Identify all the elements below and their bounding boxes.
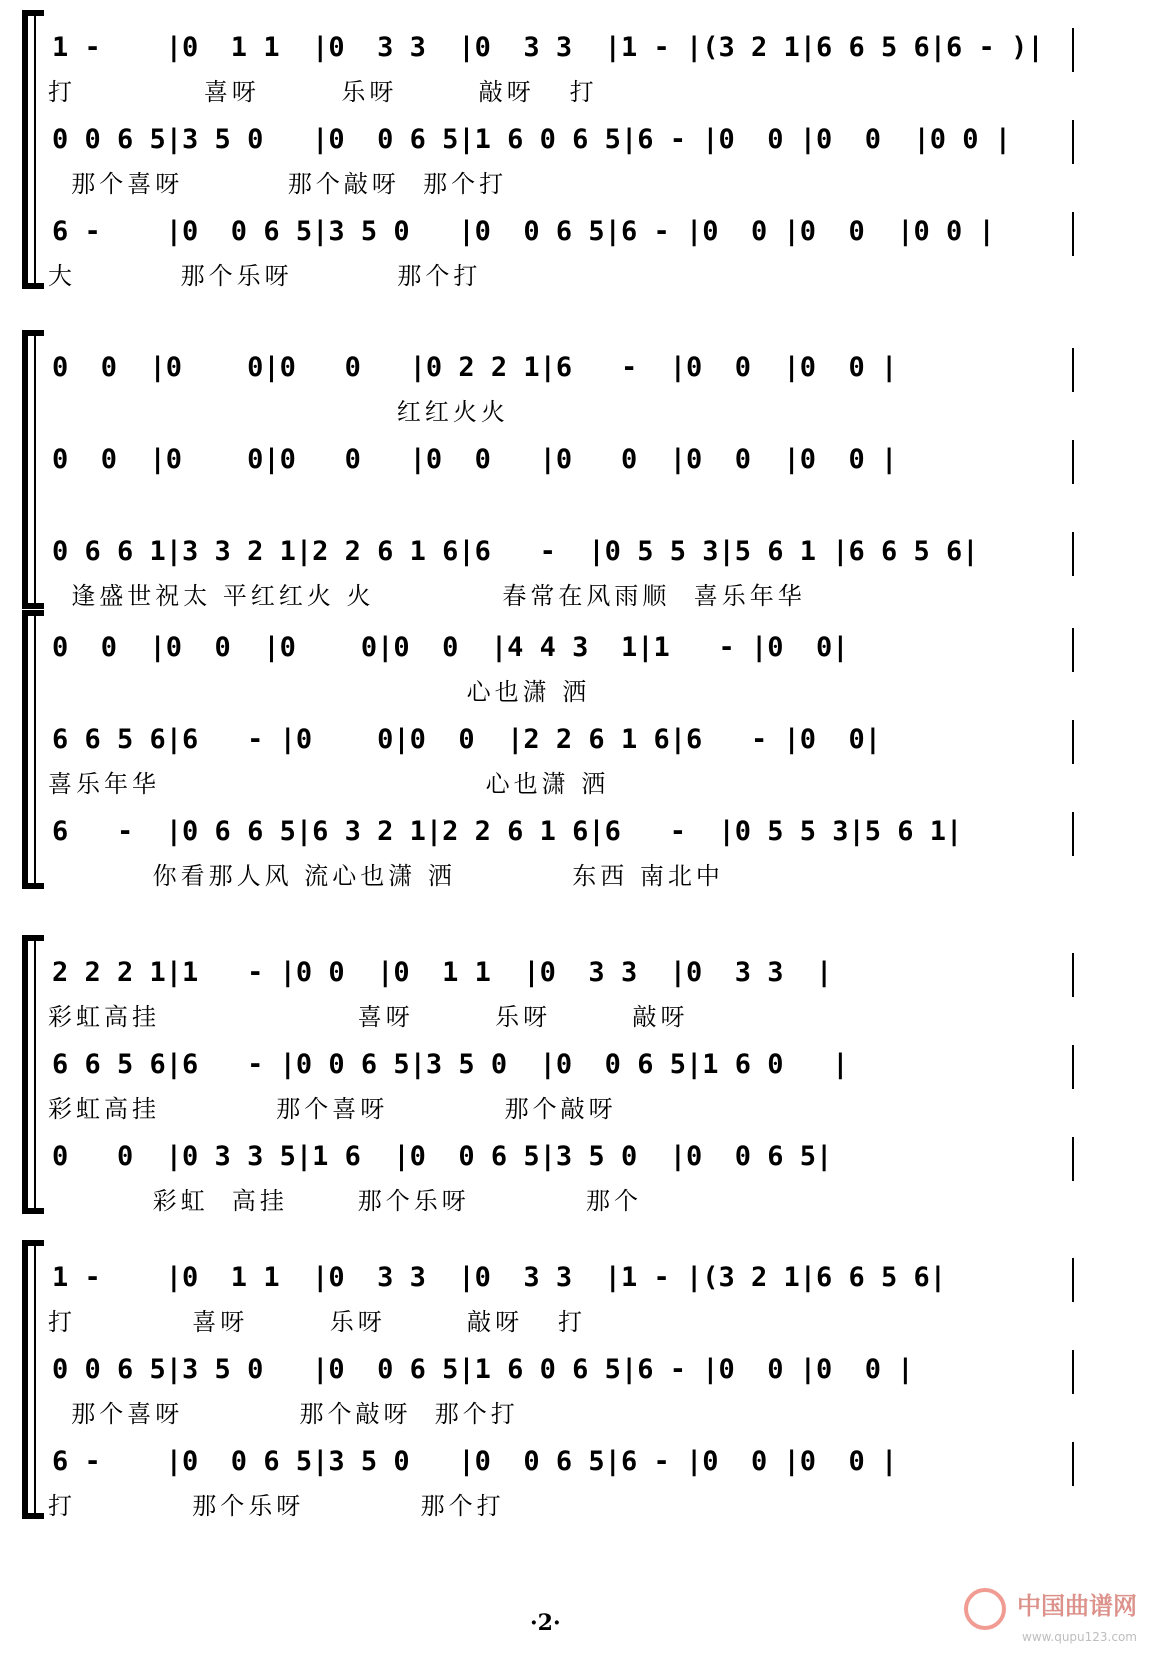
staff-notes: 0 0 |0 3 3 5|1 6 |0 0 6 5|3 5 0 |0 0 6 5| xyxy=(52,1141,833,1172)
bracket-cap-top xyxy=(22,935,44,941)
staff-lyrics: 彩虹高挂 那个喜呀 那个敲呀 xyxy=(48,1095,617,1123)
staff-notes: 2 2 2 1|1 - |0 0 |0 1 1 |0 3 3 |0 3 3 | xyxy=(52,957,833,988)
staff-notes: 1 - |0 1 1 |0 3 3 |0 3 3 |1 - |(3 2 1|6 6 5 6|6 - )| xyxy=(52,32,1044,63)
staff-lyrics: 彩虹 高挂 那个乐呀 那个 xyxy=(48,1187,642,1215)
staff-lyrics: 打 喜呀 乐呀 敲呀 打 xyxy=(48,78,598,106)
staff-lyrics: 喜乐年华 心也潇 洒 xyxy=(48,770,610,798)
watermark xyxy=(964,1586,1137,1645)
system-bracket xyxy=(22,610,28,889)
staff-lyrics: 打 喜呀 乐呀 敲呀 打 xyxy=(48,1308,586,1336)
end-barline xyxy=(1072,1045,1074,1089)
bracket-cap-bottom xyxy=(22,283,44,289)
system-bracket-line xyxy=(34,10,36,289)
staff-notes: 0 0 6 5|3 5 0 |0 0 6 5|1 6 0 6 5|6 - |0 0 |0 0 |0 0 | xyxy=(52,124,1012,155)
system-bracket xyxy=(22,935,28,1214)
end-barline xyxy=(1072,812,1074,856)
staff-lyrics: 心也潇 洒 xyxy=(48,678,591,706)
end-barline xyxy=(1072,348,1074,392)
staff-lyrics: 那个喜呀 那个敲呀 那个打 xyxy=(48,1400,519,1428)
bracket-cap-bottom xyxy=(22,883,44,889)
end-barline xyxy=(1072,720,1074,764)
staff-notes: 1 - |0 1 1 |0 3 3 |0 3 3 |1 - |(3 2 1|6 6 5 6| xyxy=(52,1262,947,1293)
staff-notes: 0 0 6 5|3 5 0 |0 0 6 5|1 6 0 6 5|6 - |0 0 |0 0 | xyxy=(52,1354,914,1385)
end-barline xyxy=(1072,212,1074,256)
end-barline xyxy=(1072,532,1074,576)
bracket-cap-top xyxy=(22,1240,44,1246)
bracket-cap-top xyxy=(22,330,44,336)
watermark-url: www.qupu123.com xyxy=(1022,1630,1137,1644)
watermark-text: 中国曲谱网 xyxy=(1017,1590,1137,1620)
staff-notes: 0 0 |0 0|0 0 |0 0 |0 0 |0 0 |0 0 | xyxy=(52,444,898,475)
staff-notes: 6 - |0 6 6 5|6 3 2 1|2 2 6 1 6|6 - |0 5 5 3|5 6 1| xyxy=(52,816,963,847)
end-barline xyxy=(1072,1350,1074,1394)
system-bracket-line xyxy=(34,1240,36,1519)
staff-lyrics: 逢盛世祝太 平红红火 火 春常在风雨顺 喜乐年华 xyxy=(48,582,806,610)
end-barline xyxy=(1072,120,1074,164)
end-barline xyxy=(1072,440,1074,484)
staff-notes: 6 - |0 0 6 5|3 5 0 |0 0 6 5|6 - |0 0 |0 0 |0 0 | xyxy=(52,216,995,247)
bracket-cap-bottom xyxy=(22,1208,44,1214)
page-number: ·2· xyxy=(530,1610,561,1636)
end-barline xyxy=(1072,953,1074,997)
system-bracket-line xyxy=(34,935,36,1214)
staff-lyrics: 打 那个乐呀 那个打 xyxy=(48,1492,505,1520)
end-barline xyxy=(1072,28,1074,72)
staff-lyrics: 彩虹高挂 喜呀 乐呀 敲呀 xyxy=(48,1003,689,1031)
staff-notes: 0 0 |0 0|0 0 |0 2 2 1|6 - |0 0 |0 0 | xyxy=(52,352,898,383)
system-bracket-line xyxy=(34,330,36,609)
end-barline xyxy=(1072,628,1074,672)
bracket-cap-top xyxy=(22,610,44,616)
staff-lyrics: 你看那人风 流心也潇 洒 东西 南北中 xyxy=(48,862,724,890)
staff-notes: 6 6 5 6|6 - |0 0 6 5|3 5 0 |0 0 6 5|1 6 0 | xyxy=(52,1049,849,1080)
system-bracket xyxy=(22,330,28,609)
watermark-logo-icon xyxy=(964,1588,1006,1630)
staff-notes: 6 6 5 6|6 - |0 0|0 0 |2 2 6 1 6|6 - |0 0| xyxy=(52,724,882,755)
bracket-cap-bottom xyxy=(22,603,44,609)
system-bracket xyxy=(22,10,28,289)
staff-lyrics: 红红火火 xyxy=(48,398,509,426)
system-bracket xyxy=(22,1240,28,1519)
bracket-cap-bottom xyxy=(22,1513,44,1519)
staff-lyrics: 那个喜呀 那个敲呀 那个打 xyxy=(48,170,508,198)
staff-lyrics: 大 那个乐呀 那个打 xyxy=(48,262,482,290)
staff-notes: 6 - |0 0 6 5|3 5 0 |0 0 6 5|6 - |0 0 |0 0 | xyxy=(52,1446,898,1477)
end-barline xyxy=(1072,1258,1074,1302)
end-barline xyxy=(1072,1442,1074,1486)
bracket-cap-top xyxy=(22,10,44,16)
system-bracket-line xyxy=(34,610,36,889)
end-barline xyxy=(1072,1137,1074,1181)
staff-notes: 0 0 |0 0 |0 0|0 0 |4 4 3 1|1 - |0 0| xyxy=(52,632,849,663)
staff-notes: 0 6 6 1|3 3 2 1|2 2 6 1 6|6 - |0 5 5 3|5 6 1 |6 6 5 6| xyxy=(52,536,979,567)
